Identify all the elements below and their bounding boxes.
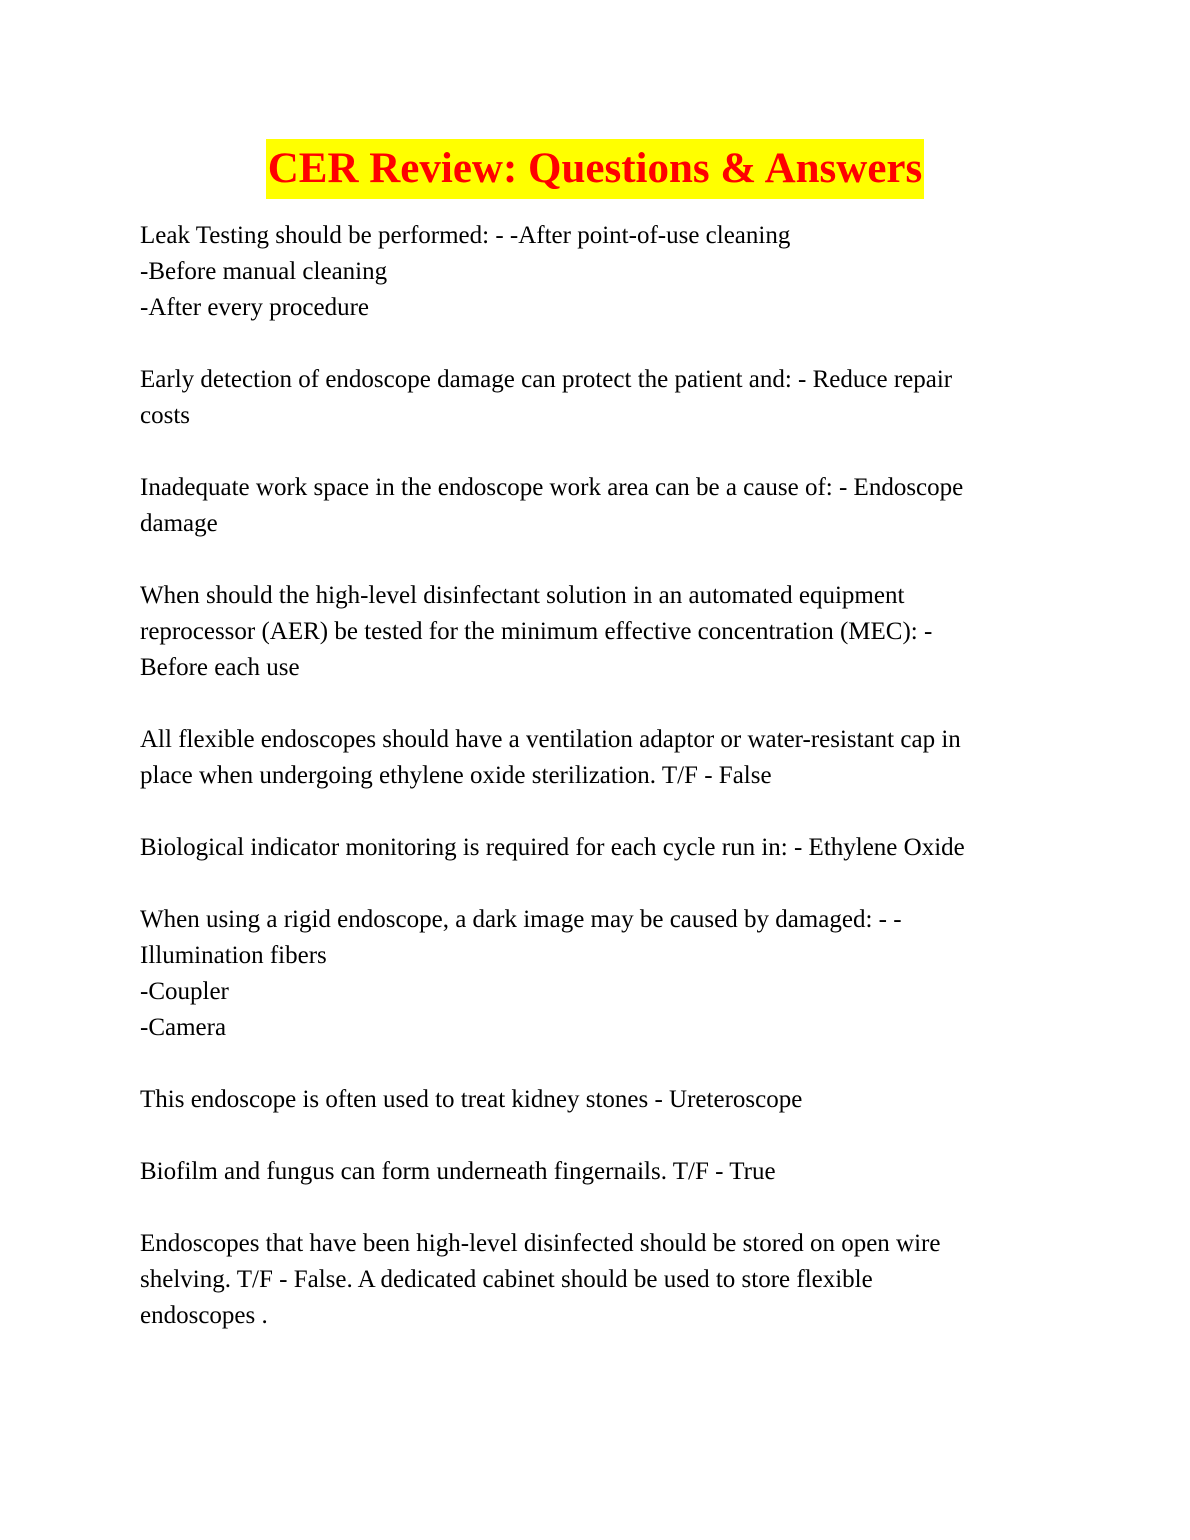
qa-line: endoscopes . bbox=[140, 1302, 268, 1329]
qa-line: When should the high-level disinfectant solution in an automated equipment bbox=[140, 582, 905, 609]
qa-item bbox=[140, 1082, 1050, 1118]
qa-line: Leak Testing should be performed: - -After point-of-use cleaning bbox=[140, 222, 791, 249]
qa-line: damage bbox=[140, 510, 218, 537]
document-title: CER Review: Questions & Answers bbox=[266, 139, 925, 199]
qa-line: Early detection of endoscope damage can protect the patient and: - Reduce repair bbox=[140, 366, 953, 393]
qa-line: costs bbox=[140, 402, 190, 429]
qa-line: Endoscopes that have been high-level disinfected should be stored on open wire bbox=[140, 1230, 941, 1257]
qa-item bbox=[140, 830, 1050, 866]
qa-list bbox=[140, 218, 1050, 1370]
qa-line: When using a rigid endoscope, a dark image may be caused by damaged: - - bbox=[140, 906, 902, 933]
qa-line: Illumination fibers bbox=[140, 942, 327, 969]
qa-line: Inadequate work space in the endoscope work area can be a cause of: - Endoscope bbox=[140, 474, 964, 501]
qa-line: shelving. T/F - False. A dedicated cabinet should be used to store flexible bbox=[140, 1266, 873, 1293]
qa-line: -Coupler bbox=[140, 978, 229, 1005]
qa-line: This endoscope is often used to treat kidney stones - Ureteroscope bbox=[140, 1086, 803, 1113]
qa-item bbox=[140, 1154, 1050, 1190]
qa-line: reprocessor (AER) be tested for the minimum effective concentration (MEC): - bbox=[140, 618, 933, 645]
qa-line: -Camera bbox=[140, 1014, 227, 1041]
qa-item bbox=[140, 362, 1050, 434]
qa-item bbox=[140, 218, 1050, 326]
title-container bbox=[0, 139, 1190, 199]
qa-line: -After every procedure bbox=[140, 294, 370, 321]
qa-item bbox=[140, 470, 1050, 542]
qa-line: -Before manual cleaning bbox=[140, 258, 388, 285]
qa-item bbox=[140, 1226, 1050, 1334]
qa-line: Before each use bbox=[140, 654, 300, 681]
qa-line: place when undergoing ethylene oxide sterilization. T/F - False bbox=[140, 762, 772, 789]
qa-line: Biological indicator monitoring is required for each cycle run in: - Ethylene Oxide bbox=[140, 834, 965, 861]
qa-line: All flexible endoscopes should have a ventilation adaptor or water-resistant cap in bbox=[140, 726, 961, 753]
qa-item bbox=[140, 902, 1050, 1046]
qa-item bbox=[140, 722, 1050, 794]
qa-item bbox=[140, 578, 1050, 686]
qa-line: Biofilm and fungus can form underneath fingernails. T/F - True bbox=[140, 1158, 776, 1185]
